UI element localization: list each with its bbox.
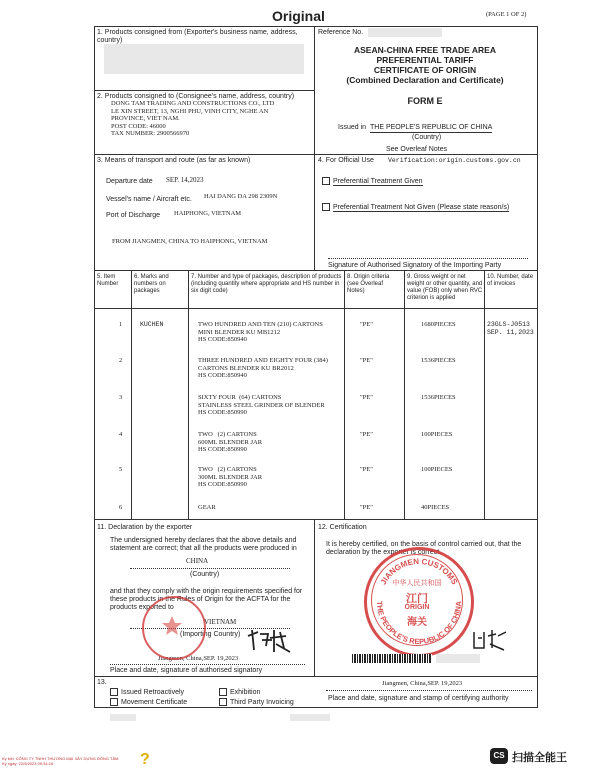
overleaf-notes: See Overleaf Notes (386, 146, 448, 153)
vessel-label: Vessel's name / Aircraft etc. (106, 196, 192, 203)
form-e-title: FORM E (407, 96, 443, 106)
customs-seal: JIANGMEN CUSTOMS THE PEOPLE'S REPUBLIC OF CHINA 中华人民共和国 江门 ORIGIN 海关 (364, 547, 474, 657)
header-invoice: 10. Number, date of invoices (487, 274, 534, 287)
certifier-signature (470, 628, 510, 652)
exporter-signature (246, 626, 294, 656)
checkbox-icon (110, 688, 118, 696)
departure-label: Departure date (106, 178, 153, 185)
option-third-party: Third Party Invoicing (219, 698, 294, 707)
country-caption: (Country) (412, 134, 442, 141)
route-value: FROM JIANGMEN, CHINA TO HAIPHONG, VIETNAM (112, 238, 268, 245)
header-criteria: 8. Origin criteria (see Overleaf Notes) (347, 274, 390, 294)
document-title: Original (272, 8, 325, 24)
declaration-text2: and that they comply with the origin requirements specified for these products in the Rules of Origin for the ACFTA for the products exported to (110, 588, 303, 611)
question-mark-icon: ? (140, 751, 150, 768)
declaration-place-date: Jiangmen, China,SEP. 19,2023 (158, 655, 239, 662)
camscanner-watermark: 扫描全能王 (512, 751, 567, 764)
checkbox-icon (322, 177, 330, 185)
svg-text:THE PEOPLE'S REPUBLIC OF CHINA: THE PEOPLE'S REPUBLIC OF CHINA (374, 600, 464, 647)
exporter-label: 1. Products consigned from (Exporter's business name, address, country) (97, 29, 298, 44)
port-value: HAIPHONG, VIETNAM (174, 210, 242, 217)
page-indicator: (PAGE 1 OF 2) (486, 11, 527, 18)
consignee-label: 2. Products consigned to (Consignee's name, address, country) (97, 93, 295, 100)
header-weight: 9. Gross weight or net weight or other quantity, and value (FOB) only when RVC criterion is applied (407, 274, 483, 301)
barcode (352, 654, 432, 663)
declaration-text1: The undersigned hereby declares that the above details and statement are correct; that all the products were produced in (110, 537, 297, 552)
certification-caption: Place and date, signature and stamp of certifying authority (328, 695, 509, 702)
verification-url: Verification:origin.customs.gov.cn (388, 157, 521, 164)
header-description: 7. Number and type of packages, description of products (including quantity where appropriate and HS number in six digit code) (191, 274, 342, 294)
invoice-value: 23GLS-J0513 SEP. 11,2023 (487, 321, 534, 336)
produced-country: CHINA (186, 557, 209, 565)
option-exhibition: Exhibition (219, 688, 260, 697)
certification-label: 12. Certification (318, 524, 367, 531)
consignee-address: DONG TAM TRADING AND CONSTRUCTIONS CO., LTD LE XIN STREET, 13, NGHI PHU, VINH CITY, NGHE AN PROVINCE, VIET NAM. POST CODE: 46000 TAX NUMBER: 2900566970 (111, 100, 275, 137)
box13-label: 13. (97, 679, 107, 686)
transport-label: 3. Means of transport and route (as far as known) (97, 157, 251, 164)
checkbox-icon (322, 203, 330, 211)
declaration-caption: Place and date, signature of authorised signatory (110, 667, 263, 674)
checkbox-icon (219, 698, 227, 706)
vessel-value: HAI DANG DA 298 2309N (204, 193, 278, 200)
option-treatment-given: Preferential Treatment Given (322, 177, 423, 186)
certification-place-date: Jiangmen, China,SEP. 19,2023 (382, 680, 463, 687)
country-caption-2: (Importing Country) (180, 631, 241, 638)
official-use-label: 4. For Official Use (318, 157, 374, 164)
camscanner-logo-icon: CS (490, 748, 508, 764)
declaration-label: 11. Declaration by the exporter (97, 524, 193, 531)
exporter-redacted (104, 44, 304, 74)
importing-signature-caption: Signature of Authorised Signatory of the Importing Party (328, 262, 502, 269)
exporter-seal (142, 596, 206, 660)
svg-text:JIANGMEN CUSTOMS: JIANGMEN CUSTOMS (378, 556, 460, 587)
port-label: Port of Discharge (106, 212, 161, 219)
checkbox-icon (219, 688, 227, 696)
issued-in-label: Issued in (338, 124, 367, 131)
country-caption-1: (Country) (190, 571, 220, 578)
option-treatment-not-given: Preferential Treatment Not Given (Please state reason/s) (322, 203, 509, 212)
departure-value: SEP. 14,2023 (166, 176, 204, 184)
star-icon (160, 614, 184, 638)
digital-signature: Ký bởi: CÔNG TY TNHH THƯƠNG MẠI XÂY DỰNG ĐÔNG TÂM Ký ngày: 22/9/2023 09:34:16 (2, 756, 119, 766)
option-issued-retroactively: Issued Retroactively (110, 688, 184, 697)
certification-text: It is hereby certified, on the basis of control carried out, that the declaration by the exporter is correct. (326, 541, 522, 556)
issued-country: THE PEOPLE'S REPUBLIC OF CHINA (370, 124, 493, 131)
header-marks: 6. Marks and numbers on packages (134, 274, 169, 294)
marks-value: KUCHEN (140, 321, 164, 328)
option-movement-certificate: Movement Certificate (110, 698, 187, 707)
certificate-heading: ASEAN-CHINA FREE TRADE AREA PREFERENTIAL TARIFF CERTIFICATE OF ORIGIN (Combined Declaration and Certificate) (346, 45, 504, 85)
reference-label: Reference No. (318, 29, 364, 36)
importing-country: VIETNAM (204, 618, 237, 626)
header-item: 5. Item Number (97, 274, 119, 287)
checkbox-icon (110, 698, 118, 706)
